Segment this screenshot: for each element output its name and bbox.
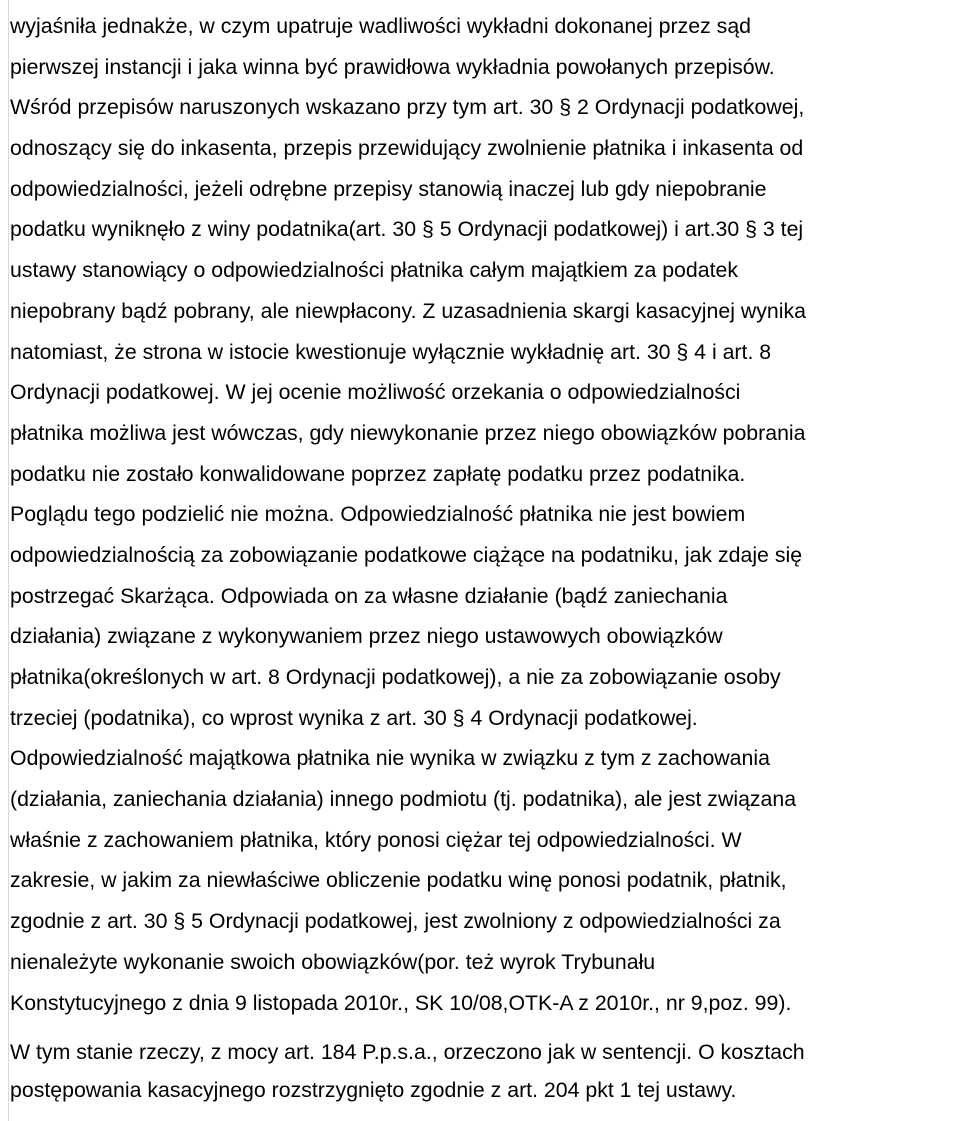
text-line: nienależyte wykonanie swoich obowiązków(por. też wyrok Trybunału [10,949,656,974]
paragraph-ruling [9,1033,805,1109]
text-line: Konstytucyjnego z dnia 9 listopada 2010r., SK 10/08,OTK-A z 2010r., nr 9,poz. 99). [10,990,792,1015]
text-line: (działania, zaniechania działania) innego podmiotu (tj. podatnika), ale jest związana [10,787,797,812]
text-line: wyjaśniła jednakże, w czym upatruje wadliwości wykładni dokonanej przez sąd [10,14,752,38]
text-line: podatku nie zostało konwalidowane poprzez zapłatę podatku przez podatnika. [10,461,746,486]
text-line: Wśród przepisów naruszonych wskazano przy tym art. 30 § 2 Ordynacji podatkowej, [10,95,805,120]
paragraph-justification [9,6,806,1023]
text-line: właśnie z zachowaniem płatnika, który ponosi ciężar tej odpowiedzialności. W [10,827,742,852]
text-line: odnoszący się do inkasenta, przepis przewidujący zwolnienie płatnika i inkasenta od [10,136,804,161]
text-line: płatnika możliwa jest wówczas, gdy niewykonanie przez niego obowiązków pobrania [10,420,806,445]
text-line: Odpowiedzialność majątkowa płatnika nie wynika w związku z tym z zachowania [10,746,770,771]
text-line: pierwszej instancji i jaka winna być prawidłowa wykładnia powołanych przepisów. [10,54,775,79]
text-line: odpowiedzialnością za zobowiązanie podatkowe ciążące na podatniku, jak zdaje się [10,542,803,567]
text-line: postrzegać Skarżąca. Odpowiada on za własne działanie (bądź zaniechania [10,583,728,608]
document-page [8,0,957,1121]
text-line: działania) związane z wykonywaniem przez niego ustawowych obowiązków [10,624,723,649]
text-line: podatku wyniknęło z winy podatnika(art. 30 § 5 Ordynacji podatkowej) i art.30 § 3 tej [10,217,804,242]
text-line: Ordynacji podatkowej. W jej ocenie możliwość orzekania o odpowiedzialności [10,380,741,405]
text-line: trzeciej (podatnika), co wprost wynika z art. 30 § 4 Ordynacji podatkowej. [10,705,698,730]
text-line: zakresie, w jakim za niewłaściwe obliczenie podatku winę ponosi podatnik, płatnik, [10,868,787,893]
text-line: niepobrany bądź pobrany, ale niewpłacony. Z uzasadnienia skargi kasacyjnej wynika [10,298,806,323]
text-line: postępowania kasacyjnego rozstrzygnięto zgodnie z art. 204 pkt 1 tej ustawy. [10,1078,737,1102]
text-line: zgodnie z art. 30 § 5 Ordynacji podatkowej, jest zwolniony z odpowiedzialności za [10,909,781,934]
text-line: W tym stanie rzeczy, z mocy art. 184 P.p.s.a., orzeczono jak w sentencji. O kosztach [10,1040,805,1064]
text-line: ustawy stanowiący o odpowiedzialności płatnika całym majątkiem za podatek [10,258,739,283]
text-line: Poglądu tego podzielić nie można. Odpowiedzialność płatnika nie jest bowiem [10,502,746,527]
text-line: natomiast, że strona w istocie kwestionuje wyłącznie wykładnię art. 30 § 4 i art. 8 [10,339,772,364]
text-line: odpowiedzialności, jeżeli odrębne przepisy stanowią inaczej lub gdy niepobranie [10,176,767,201]
text-line: płatnika(określonych w art. 8 Ordynacji podatkowej), a nie za zobowiązanie osoby [10,665,781,689]
